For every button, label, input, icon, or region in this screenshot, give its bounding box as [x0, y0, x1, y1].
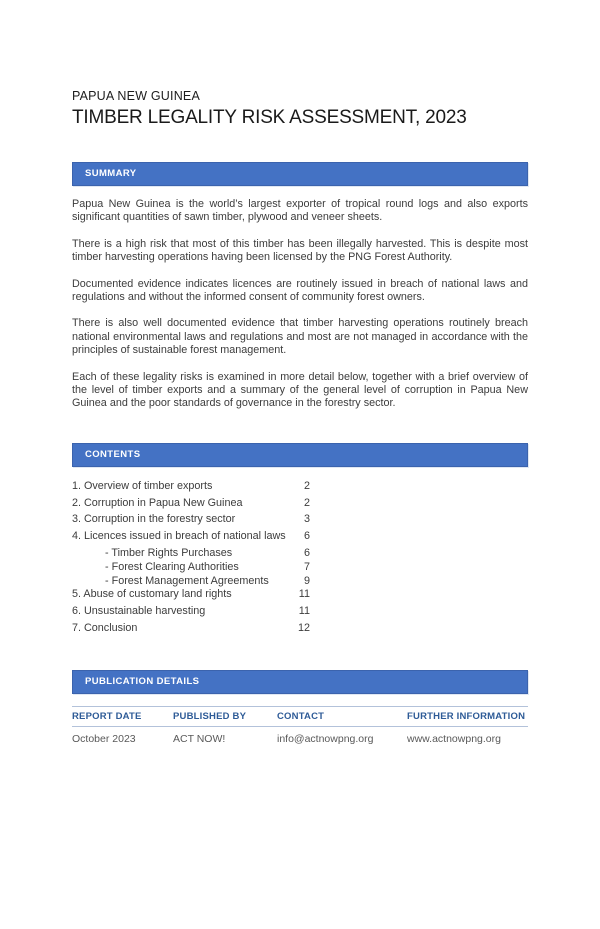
toc-entry-label: 7. Conclusion: [72, 622, 138, 635]
published-by-header: PUBLISHED BY: [173, 710, 247, 722]
summary-body: [72, 198, 528, 411]
toc-subentry: [72, 560, 528, 574]
toc-entry: [72, 621, 528, 638]
further-information-header: FURTHER INFORMATION: [407, 710, 526, 722]
toc-subentry: [72, 546, 528, 560]
toc-entry-page: 6: [303, 547, 310, 560]
report-date-value: October 2023: [72, 732, 136, 745]
summary-paragraph: There is a high risk that most of this timber has been illegally harvested. This is despite most timber harvesting operations having been licensed by the PNG Forest Authority.: [72, 237, 528, 264]
publication-header-row: [72, 706, 528, 727]
summary-paragraph: Documented evidence indicates licences are routinely issued in breach of national laws and regulations and without the informed consent of community forest owners.: [72, 277, 528, 304]
further-information-url: www.actnowpng.org: [407, 732, 501, 745]
toc-entry: [72, 479, 528, 496]
toc-entry-label: 6. Unsustainable harvesting: [72, 605, 206, 618]
publication-details-table: [72, 706, 528, 745]
toc-entry-label: 1. Overview of timber exports: [72, 479, 213, 492]
document-page: [0, 89, 600, 745]
toc-entry: [72, 512, 528, 529]
table-of-contents: [72, 479, 528, 638]
toc-entry-page: 3: [303, 513, 310, 526]
toc-entry-label: - Timber Rights Purchases: [105, 547, 233, 560]
toc-entry-page: 2: [303, 496, 310, 509]
summary-section-heading: SUMMARY: [72, 162, 528, 186]
contact-email: info@actnowpng.org: [277, 732, 374, 745]
toc-entry-page: 12: [297, 622, 310, 635]
toc-entry: [72, 496, 528, 513]
toc-entry-page: 9: [303, 574, 310, 587]
toc-entry-label: 4. Licences issued in breach of national laws: [72, 530, 286, 543]
toc-subentry: [72, 574, 528, 588]
report-title: TIMBER LEGALITY RISK ASSESSMENT, 2023: [72, 107, 467, 128]
toc-entry: [72, 604, 528, 621]
toc-entry-page: 6: [303, 530, 310, 543]
contact-header: CONTACT: [277, 710, 325, 722]
contents-section-heading: CONTENTS: [72, 443, 528, 467]
toc-entry-label: 2. Corruption in Papua New Guinea: [72, 496, 243, 509]
summary-paragraph: Papua New Guinea is the world’s largest exporter of tropical round logs and also exports significant quantities of sawn timber, plywood and veneer sheets.: [72, 198, 528, 224]
toc-entry: [72, 587, 528, 604]
report-kicker: PAPUA NEW GUINEA: [72, 89, 200, 103]
toc-entry: [72, 529, 528, 546]
toc-entry-page: 11: [298, 605, 310, 618]
publication-details-section-heading: PUBLICATION DETAILS: [72, 670, 528, 694]
toc-entry-page: 2: [303, 479, 310, 492]
toc-entry-page: 7: [303, 560, 310, 573]
report-date-header: REPORT DATE: [72, 710, 142, 722]
toc-entry-label: - Forest Clearing Authorities: [105, 560, 239, 573]
published-by-value: ACT NOW!: [173, 732, 226, 745]
summary-paragraph: Each of these legality risks is examined in more detail below, together with a brief overview of the level of timber exports and a summary of the general level of corruption in Papua New Guinea and the poor standards of governance in the forestry sector.: [72, 370, 528, 410]
toc-entry-page: 11: [298, 588, 310, 601]
publication-value-row: [72, 727, 528, 745]
toc-entry-label: - Forest Management Agreements: [105, 574, 269, 587]
toc-entry-label: 3. Corruption in the forestry sector: [72, 513, 236, 526]
summary-paragraph: There is also well documented evidence that timber harvesting operations routinely breach national environmental laws and regulations and most are not managed in accordance with the principles of sustainable forest management.: [72, 317, 528, 357]
toc-entry-label: 5. Abuse of customary land rights: [72, 588, 232, 601]
